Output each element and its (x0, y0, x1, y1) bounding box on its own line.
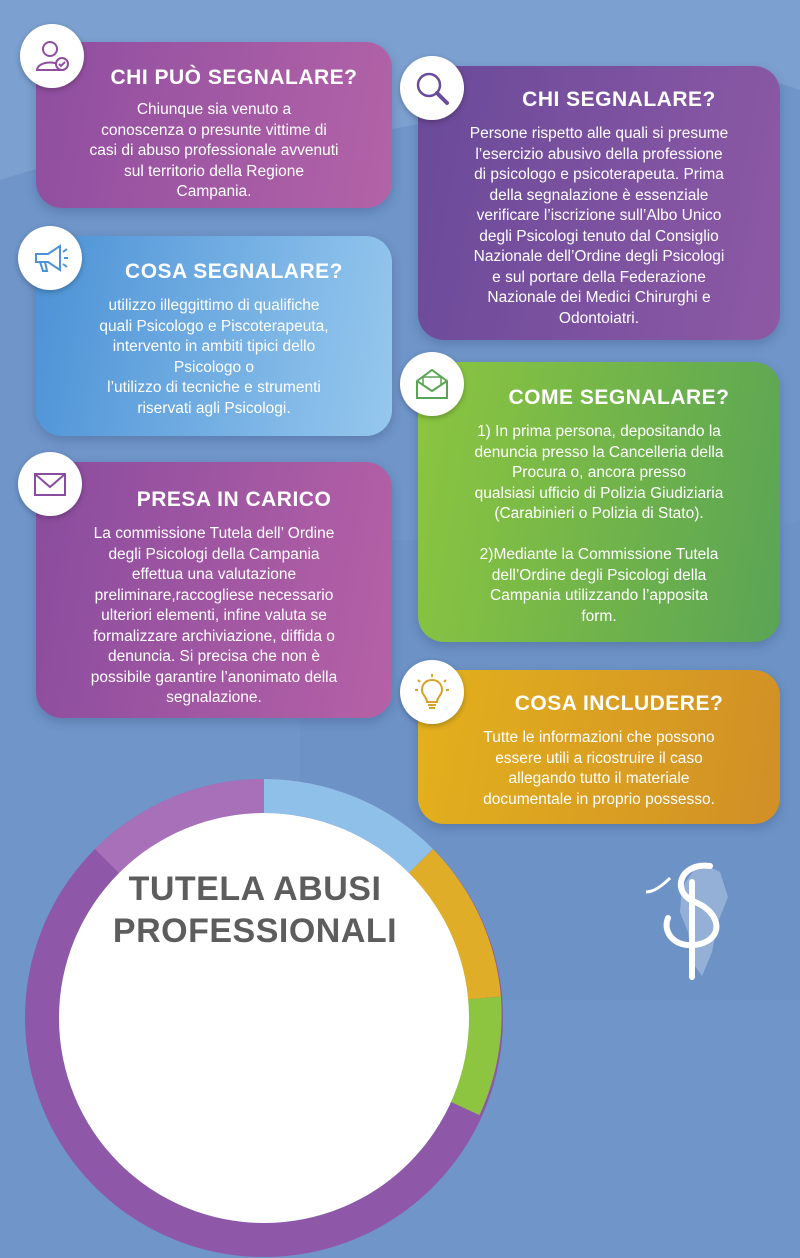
card-body: Chiunque sia venuto a conoscenza o presunte vittime di casi di abuso professionale avvenuti sul territorio della Regione Campania. (89, 101, 339, 200)
card-chi-segnalare (418, 66, 780, 340)
card-cosa-segnalare (36, 236, 392, 436)
lightbulb-icon (400, 660, 464, 724)
card-heading: COSA SEGNALARE? (125, 260, 343, 283)
card-heading: CHI SEGNALARE? (522, 88, 716, 111)
open-envelope-icon (400, 352, 464, 416)
card-body: 1) In prima persona, depositando la denuncia presso la Cancelleria della Procura o, ancora presso qualsiasi ufficio di Polizia Giudiziaria (Carabinieri o Polizia di Stato). 2)Mediante la Commissione Tutela dell’Ordine degli Psicologi della Campania utilizzando l’apposita form. (474, 423, 724, 625)
title-ring (24, 778, 504, 1258)
card-heading: COME SEGNALARE? (508, 386, 730, 409)
card-heading: COSA INCLUDERE? (514, 692, 724, 715)
card-body: Tutte le informazioni che possono essere utili a ricostruire il caso allegando tutto il materiale documentale in proprio possesso. (483, 729, 715, 808)
card-chi-puo-segnalare (36, 42, 392, 208)
page-title: TUTELA ABUSI PROFESSIONALI (112, 870, 398, 950)
megaphone-icon (18, 226, 82, 290)
envelope-icon (18, 452, 82, 516)
card-body: Persone rispetto alle quali si presume l’esercizio abusivo della professione di psicologo e psicoterapeuta. Prima della segnalazione è essenziale verificare l’iscrizione sull’Albo Unico degli Psicologi tenuto dal Consiglio Nazionale dell’Ordine degli Psicologi e sul portare della Federazione Nazionale dei Medici Chirurghi e Odontoiatri. (469, 125, 729, 327)
card-heading: PRESA IN CARICO (136, 488, 332, 511)
card-body: La commissione Tutela dell’ Ordine degli Psicologi della Campania effettua una valutazione preliminare,raccogliese necessario ulteriori elementi, infine valuta se formalizzare archiviazione, diffida o denuncia. Si precisa che non è possibile garantire l’anonimato della segnalazione. (90, 525, 338, 706)
user-check-icon (20, 24, 84, 88)
card-heading: CHI PUÒ SEGNALARE? (110, 66, 358, 89)
ordine-psicologi-logo (640, 852, 760, 982)
card-body: utilizzo illeggittimo di qualifiche quali Psicologo e Piscoterapeuta, intervento in ambiti tipici dello Psicologo o l’utilizzo di tecniche e strumenti riservati agli Psicologi. (99, 297, 329, 417)
card-come-segnalare (418, 362, 780, 642)
card-presa-in-carico (36, 462, 392, 718)
magnifier-icon (400, 56, 464, 120)
